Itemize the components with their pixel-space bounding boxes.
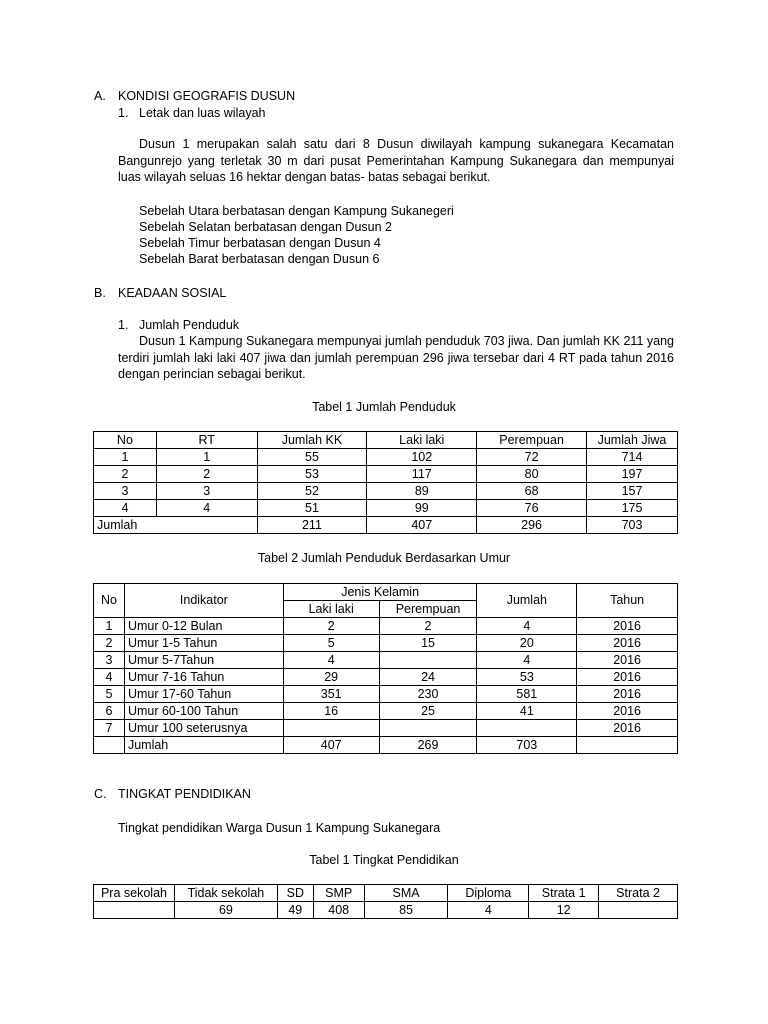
section-c-letter: C.	[94, 787, 107, 801]
table-cell: 4	[283, 652, 379, 669]
border-south: Sebelah Selatan berbatasan dengan Dusun 2	[139, 220, 392, 234]
table-header-row	[94, 584, 678, 601]
section-b-paragraph: Dusun 1 Kampung Sukanegara mempunyai jumlah penduduk 703 jiwa. Dan jumlah KK 211 yang terdiri jumlah laki laki 407 jiwa dan jumlah perempuan 296 jiwa tersebar dari 4 RT pada tahun 2016 dengan perincian sebagai berikut.	[118, 334, 674, 381]
table-cell: 117	[367, 466, 477, 483]
table-cell: 68	[477, 483, 587, 500]
table-header-cell: Pra sekolah	[94, 885, 175, 902]
table-cell: 269	[379, 737, 477, 754]
table-cell: 51	[257, 500, 367, 517]
table-cell: Umur 5-7Tahun	[124, 652, 283, 669]
table-cell: 5	[94, 686, 125, 703]
table-cell: 2016	[577, 720, 678, 737]
table-cell	[577, 737, 678, 754]
table-cell: 581	[477, 686, 577, 703]
section-b-letter: B.	[94, 286, 106, 300]
table-cell: 407	[283, 737, 379, 754]
table-row	[94, 635, 678, 652]
table-header-row	[94, 885, 678, 902]
section-b-sub-number: 1.	[118, 318, 129, 332]
table-cell: 2	[94, 635, 125, 652]
table-cell: 4	[477, 652, 577, 669]
table-cell: 24	[379, 669, 477, 686]
table-cell: 20	[477, 635, 577, 652]
table-cell: 407	[367, 517, 477, 534]
table-cell: 2016	[577, 635, 678, 652]
table-cell: 296	[477, 517, 587, 534]
table-total-row	[94, 517, 678, 534]
table-cell: Umur 100 seterusnya	[124, 720, 283, 737]
table-cell	[599, 902, 678, 919]
table-cell: 15	[379, 635, 477, 652]
table-cell: 72	[477, 449, 587, 466]
table-cell: 41	[477, 703, 577, 720]
table-cell: 69	[174, 902, 277, 919]
table-cell: 102	[367, 449, 477, 466]
table3-caption: Tabel 1 Tingkat Pendidikan	[309, 853, 459, 867]
table-row	[94, 618, 678, 635]
table2-caption: Tabel 2 Jumlah Penduduk Berdasarkan Umur	[257, 551, 511, 565]
table-header-cell: No	[94, 432, 157, 449]
table-total-row	[94, 737, 678, 754]
table-header-cell: Jenis Kelamin	[283, 584, 477, 601]
table-cell: 76	[477, 500, 587, 517]
table-cell: 2016	[577, 686, 678, 703]
border-north: Sebelah Utara berbatasan dengan Kampung Sukanegeri	[139, 204, 454, 218]
table-cell: 408	[313, 902, 364, 919]
table-row	[94, 902, 678, 919]
table-cell: Umur 60-100 Tahun	[124, 703, 283, 720]
section-a-title: KONDISI GEOGRAFIS DUSUN	[118, 89, 296, 103]
table-cell: 6	[94, 703, 125, 720]
table-header-cell: Laki laki	[367, 432, 477, 449]
table-cell: 230	[379, 686, 477, 703]
table-cell: 351	[283, 686, 379, 703]
education-table	[93, 884, 678, 919]
table-cell: 53	[257, 466, 367, 483]
table-cell: 4	[156, 500, 257, 517]
table-header-cell: Indikator	[124, 584, 283, 618]
table-cell	[94, 902, 175, 919]
table-header-cell: Tidak sekolah	[174, 885, 277, 902]
section-a-sub-number: 1.	[118, 106, 129, 120]
table-header-cell: Perempuan	[477, 432, 587, 449]
table-header-cell: Jumlah	[477, 584, 577, 618]
table-cell: 29	[283, 669, 379, 686]
table-cell: Jumlah	[124, 737, 283, 754]
table-header-cell: Laki laki	[283, 601, 379, 618]
table-cell: 703	[587, 517, 678, 534]
table-cell: 2016	[577, 669, 678, 686]
section-c-title: TINGKAT PENDIDIKAN	[118, 787, 251, 801]
table-cell	[283, 720, 379, 737]
section-b-sub-title: Jumlah Penduduk	[139, 318, 240, 332]
table-cell: 5	[283, 635, 379, 652]
table-cell: 25	[379, 703, 477, 720]
table-row	[94, 669, 678, 686]
table-cell: 1	[156, 449, 257, 466]
table-cell	[94, 737, 125, 754]
table-cell: 2	[379, 618, 477, 635]
table-row	[94, 703, 678, 720]
table-cell: 4	[94, 500, 157, 517]
table-row	[94, 652, 678, 669]
section-b-title: KEADAAN SOSIAL	[118, 286, 227, 300]
table-cell: 89	[367, 483, 477, 500]
population-table	[93, 431, 678, 534]
table-cell	[477, 720, 577, 737]
section-a-paragraph: Dusun 1 merupakan salah satu dari 8 Dusun diwilayah kampung sukanegara Kecamatan Bangunrejo yang terletak 30 m dari pusat Pemerintahan Kampung Sukanegara dan mempunyai luas wilayah seluas 16 hektar dengan batas- batas sebagai berikut.	[118, 137, 674, 184]
table-header-cell: Tahun	[577, 584, 678, 618]
table-cell: 49	[277, 902, 313, 919]
table-header-cell: Perempuan	[379, 601, 477, 618]
table-cell: 2	[94, 466, 157, 483]
table-cell: 2016	[577, 652, 678, 669]
table-cell: 4	[448, 902, 529, 919]
border-west: Sebelah Barat berbatasan dengan Dusun 6	[139, 252, 380, 266]
border-east: Sebelah Timur berbatasan dengan Dusun 4	[139, 236, 381, 250]
table-cell	[379, 720, 477, 737]
table-header-cell: Strata 1	[529, 885, 599, 902]
table-cell: 175	[587, 500, 678, 517]
table-cell: Umur 7-16 Tahun	[124, 669, 283, 686]
table-cell: 16	[283, 703, 379, 720]
table-header-row	[94, 432, 678, 449]
table-row	[94, 449, 678, 466]
table-header-cell: SMA	[364, 885, 448, 902]
age-population-table	[93, 583, 678, 754]
table-cell: Jumlah	[94, 517, 258, 534]
table-cell: 3	[94, 652, 125, 669]
table-row	[94, 466, 678, 483]
section-a-letter: A.	[94, 89, 106, 103]
table-cell: 4	[94, 669, 125, 686]
table-cell: 1	[94, 618, 125, 635]
table-header-cell: Jumlah KK	[257, 432, 367, 449]
table-cell: 53	[477, 669, 577, 686]
table-cell: Umur 1-5 Tahun	[124, 635, 283, 652]
section-a-sub-title: Letak dan luas wilayah	[139, 106, 266, 120]
table-row	[94, 500, 678, 517]
table-header-cell: Jumlah Jiwa	[587, 432, 678, 449]
table-row	[94, 720, 678, 737]
table-cell: 703	[477, 737, 577, 754]
table-cell: 99	[367, 500, 477, 517]
table-cell: 80	[477, 466, 587, 483]
table-header-cell: SMP	[313, 885, 364, 902]
table-cell: 55	[257, 449, 367, 466]
table-header-cell: RT	[156, 432, 257, 449]
table-cell: 3	[156, 483, 257, 500]
table-cell: 85	[364, 902, 448, 919]
table-header-cell: No	[94, 584, 125, 618]
table-cell	[379, 652, 477, 669]
table-cell: 197	[587, 466, 678, 483]
table-cell: 714	[587, 449, 678, 466]
table-header-cell: Diploma	[448, 885, 529, 902]
table-cell: 4	[477, 618, 577, 635]
table-cell: 157	[587, 483, 678, 500]
table-row	[94, 483, 678, 500]
table-cell: 2	[283, 618, 379, 635]
table-cell: 2016	[577, 618, 678, 635]
table-cell: 1	[94, 449, 157, 466]
table-cell: 2	[156, 466, 257, 483]
table-cell: 2016	[577, 703, 678, 720]
table-cell: 3	[94, 483, 157, 500]
table1-caption: Tabel 1 Jumlah Penduduk	[312, 400, 456, 414]
table-cell: Umur 0-12 Bulan	[124, 618, 283, 635]
table-cell: 7	[94, 720, 125, 737]
table-cell: 52	[257, 483, 367, 500]
table-header-cell: SD	[277, 885, 313, 902]
table-cell: Umur 17-60 Tahun	[124, 686, 283, 703]
section-c-intro: Tingkat pendidikan Warga Dusun 1 Kampung Sukanegara	[118, 821, 441, 835]
table-cell: 12	[529, 902, 599, 919]
table-header-cell: Strata 2	[599, 885, 678, 902]
table-row	[94, 686, 678, 703]
table-cell: 211	[257, 517, 367, 534]
